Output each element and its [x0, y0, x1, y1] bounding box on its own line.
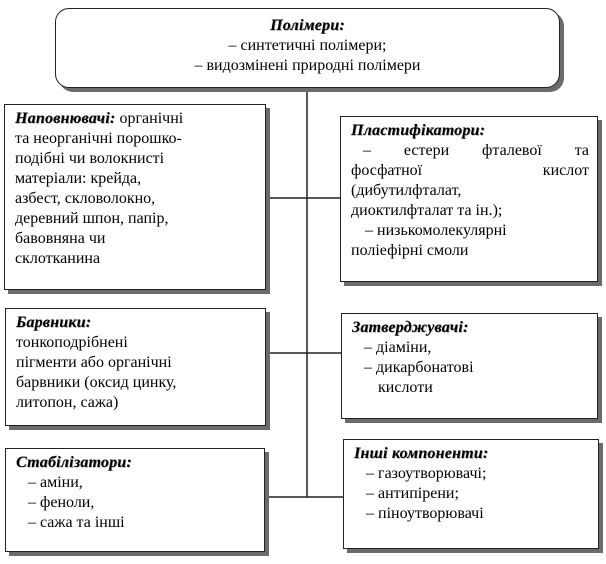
plasticizers-line: диоктилфталат та ін.); — [351, 202, 503, 219]
fillers-line: склотканина — [15, 250, 101, 267]
polymers-item: – синтетичні полімери; — [228, 37, 387, 54]
hardeners-line: кислоти — [378, 379, 433, 396]
plasticizers-title: Пластифікатори: — [351, 122, 486, 139]
hardeners-line: – діаміни, — [364, 339, 432, 356]
hardeners-box — [341, 313, 598, 419]
stabilizers-line: – феноли, — [28, 494, 95, 511]
dyes-line: барвники (оксид цинку, — [16, 374, 177, 391]
other-components-title: Інші компоненти: — [354, 445, 489, 462]
polymers-item: – видозмінені природні полімери — [194, 57, 421, 74]
fillers-line: деревний шпон, папір, — [15, 210, 169, 227]
fillers-line: матеріали: крейда, — [15, 170, 142, 187]
fillers-line: бавовняна чи — [15, 230, 106, 247]
fillers-box — [4, 104, 266, 290]
stabilizers-box — [5, 448, 265, 552]
plasticizers-line: поліефірні смоли — [351, 242, 469, 259]
fillers-text: органічні — [115, 110, 184, 127]
hardeners-title: Затверджувачі: — [352, 319, 469, 336]
other-components-line: – газоутворювачі; — [366, 465, 487, 482]
polymers-title: Полімери: — [270, 17, 345, 34]
polymers-box — [55, 8, 560, 88]
other-components-line: – антипірени; — [366, 485, 459, 502]
dyes-line: литопон, сажа) — [16, 394, 119, 411]
fillers-line: та неорганічні порошко- — [15, 130, 182, 147]
fillers-line: азбест, скловолокно, — [15, 190, 156, 207]
stabilizers-line: – сажа та інші — [28, 514, 125, 531]
dyes-box — [5, 308, 266, 426]
other-components-box — [343, 439, 599, 549]
dyes-line: пігменти або органічні — [16, 354, 172, 371]
dyes-line: тонкоподрібнені — [16, 334, 128, 351]
dyes-title: Барвники: — [16, 314, 92, 331]
stabilizers-title: Стабілізатори: — [16, 454, 132, 471]
fillers-line: подібні чи волокнисті — [15, 150, 165, 167]
plasticizers-line: фосфатної кислот — [351, 162, 589, 179]
plasticizers-line: – низькомолекулярні — [365, 222, 507, 239]
fillers-title: Наповнювачі: — [15, 110, 116, 127]
plasticizers-box — [340, 116, 598, 282]
other-components-line: – піноутворювачі — [366, 505, 484, 522]
stabilizers-line: – аміни, — [28, 474, 83, 491]
hardeners-line: – дикарбонатові — [364, 359, 474, 376]
plasticizers-line: – естери фталевої та — [363, 142, 589, 159]
plasticizers-line: (дибутилфталат, — [351, 182, 462, 199]
